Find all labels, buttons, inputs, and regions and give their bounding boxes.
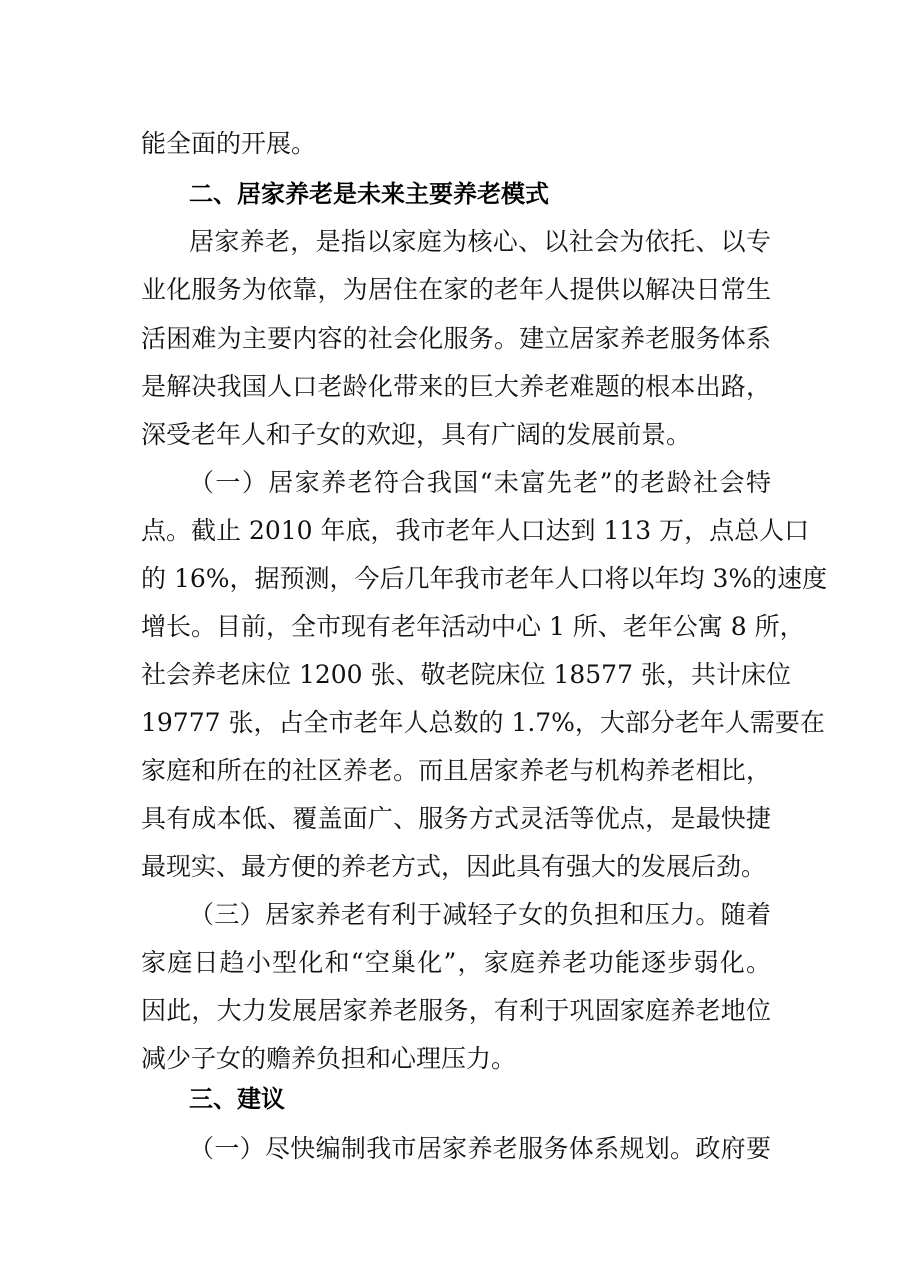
paragraph-line: 的 16%，据预测，今后几年我市老年人口将以年均 3%的速度 [141,564,828,593]
paragraph-line: 是解决我国人口老龄化带来的巨大养老难题的根本出路， [141,372,771,401]
section-heading: 二、居家养老是未来主要养老模式 [189,180,549,208]
paragraph-line: （三）居家养老有利于减轻子女的负担和压力。随着 [189,900,771,929]
paragraph-line: 增长。目前，全市现有老年活动中心 1 所、老年公寓 8 所， [141,612,805,641]
section-heading: 三、建议 [189,1085,285,1113]
paragraph-line: 具有成本低、覆盖面广、服务方式灵活等优点，是最快捷 [141,804,771,833]
paragraph-line: 家庭日趋小型化和“空巢化”，家庭养老功能逐步弱化。 [141,948,771,977]
paragraph-line: 居家养老，是指以家庭为核心、以社会为依托、以专 [189,227,771,256]
paragraph-line: （一）尽快编制我市居家养老服务体系规划。政府要 [189,1134,771,1163]
paragraph-line: 因此，大力发展居家养老服务，有利于巩固家庭养老地位 [141,996,771,1025]
paragraph-line: 最现实、最方便的养老方式，因此具有强大的发展后劲。 [141,852,767,881]
paragraph-line: 能全面的开展。 [141,129,317,158]
paragraph-line: 活困难为主要内容的社会化服务。建立居家养老服务体系 [141,324,771,353]
paragraph-line: 社会养老床位 1200 张、敬老院床位 18577 张，共计床位 [141,660,791,689]
paragraph-line: 业化服务为依靠，为居住在家的老年人提供以解决日常生 [141,275,771,304]
paragraph-line: 点。截止 2010 年底，我市老年人口达到 113 万，点总人口 [141,516,810,545]
paragraph-line: 19777 张，占全市老年人总数的 1.7%，大部分老年人需要在 [141,708,825,737]
paragraph-line: 家庭和所在的社区养老。而且居家养老与机构养老相比， [141,756,771,785]
paragraph-line: 深受老年人和子女的欢迎，具有广阔的发展前景。 [141,420,692,449]
paragraph-line: （一）居家养老符合我国“未富先老”的老龄社会特 [189,468,771,497]
paragraph-line: 减少子女的赡养负担和心理压力。 [141,1044,517,1073]
